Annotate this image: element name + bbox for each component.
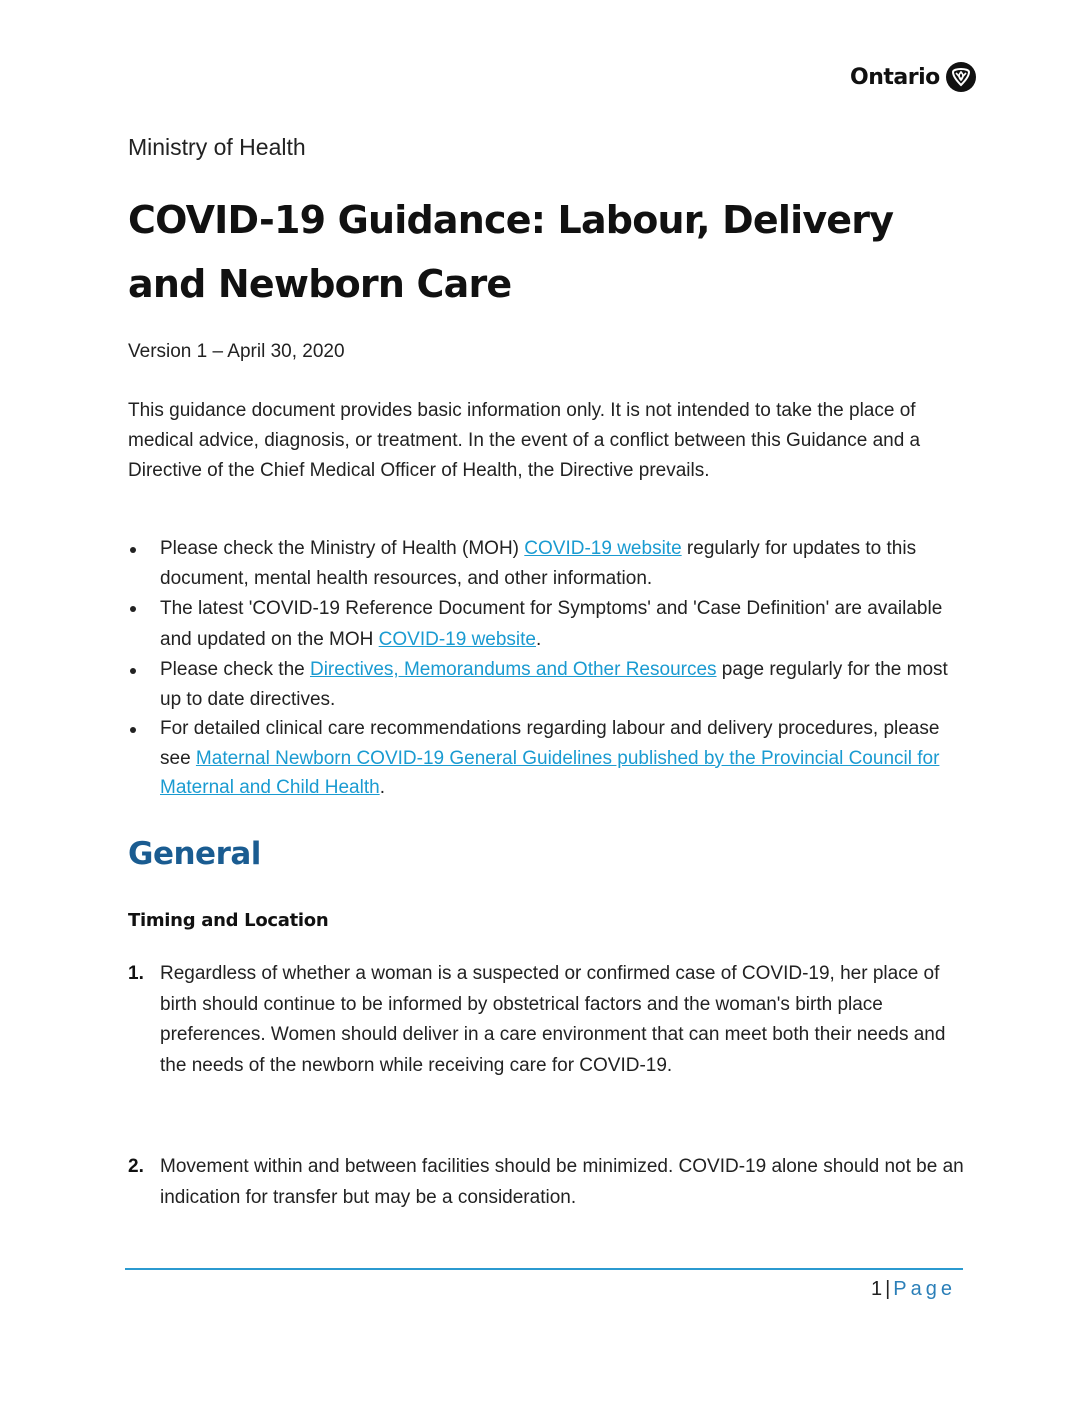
- list-item: The latest 'COVID-19 Reference Document for Symptoms' and 'Case Definition' are available and updated on the MOH COVID-19 website.: [128, 593, 968, 655]
- ontario-logo: [850, 62, 976, 92]
- subheading-timing-location: Timing and Location: [128, 910, 329, 931]
- logo-text: Ontario: [850, 64, 940, 90]
- bullet-icon: [130, 547, 136, 553]
- intro-paragraph: This guidance document provides basic information only. It is not intended to take the place of medical advice, diagnosis, or treatment. In the event of a conflict between this Guidance and a Directive of the Chief Medical Officer of Health, the Directive prevails.: [128, 400, 921, 481]
- page-number: 1 | Page: [870, 1278, 956, 1300]
- list-item: Please check the Ministry of Health (MOH) COVID-19 website regularly for updates to this document, mental health resources, and other information.: [128, 534, 968, 593]
- page-title: [128, 188, 928, 316]
- resource-bullet-list: [128, 534, 968, 803]
- bullet-icon: [130, 668, 136, 674]
- item-number: 2.: [128, 1156, 144, 1177]
- bullet-icon: [130, 727, 136, 733]
- list-item: [128, 959, 968, 1081]
- trillium-icon: [946, 62, 976, 92]
- covid-website-link[interactable]: COVID-19 website: [524, 538, 682, 559]
- numbered-list-2: [128, 1152, 968, 1213]
- bullet-icon: [130, 606, 136, 612]
- item-text: Movement within and between facilities should be minimized. COVID-19 alone should not be an indication for transfer but may be a consideration.: [160, 1156, 964, 1208]
- item-number: 1.: [128, 963, 144, 984]
- list-item: For detailed clinical care recommendations regarding labour and delivery procedures, please see Maternal Newborn COVID-19 General Guidelines published by the Provincial Council for Maternal and Child Health.: [128, 714, 968, 803]
- title-line-2: and Newborn Care: [128, 262, 512, 306]
- list-item: Please check the Directives, Memorandums and Other Resources page regularly for the most up to date directives.: [128, 655, 968, 714]
- directives-link[interactable]: Directives, Memorandums and Other Resources: [309, 659, 717, 680]
- numbered-list-1: [128, 959, 968, 1081]
- maternal-guidelines-link[interactable]: Maternal Newborn COVID-19 General Guidelines published by the Provincial Council for Maternal and Child Health: [160, 747, 940, 798]
- title-line-1: COVID-19 Guidance: Labour, Delivery: [128, 198, 894, 242]
- covid-website-link-2[interactable]: COVID-19 website: [378, 629, 536, 650]
- section-heading-general: General: [128, 836, 261, 872]
- ministry-name: Ministry of Health: [128, 134, 306, 160]
- item-text: Regardless of whether a woman is a suspected or confirmed case of COVID-19, her place of birth should continue to be informed by obstetrical factors and the woman's birth place preferences. Women should deliver in a care environment that can meet both their needs and the needs of the newborn while receiving care for COVID-19.: [160, 963, 946, 1076]
- footer-divider: [125, 1268, 963, 1270]
- version-date: Version 1 – April 30, 2020: [128, 341, 345, 362]
- list-item: [128, 1152, 968, 1213]
